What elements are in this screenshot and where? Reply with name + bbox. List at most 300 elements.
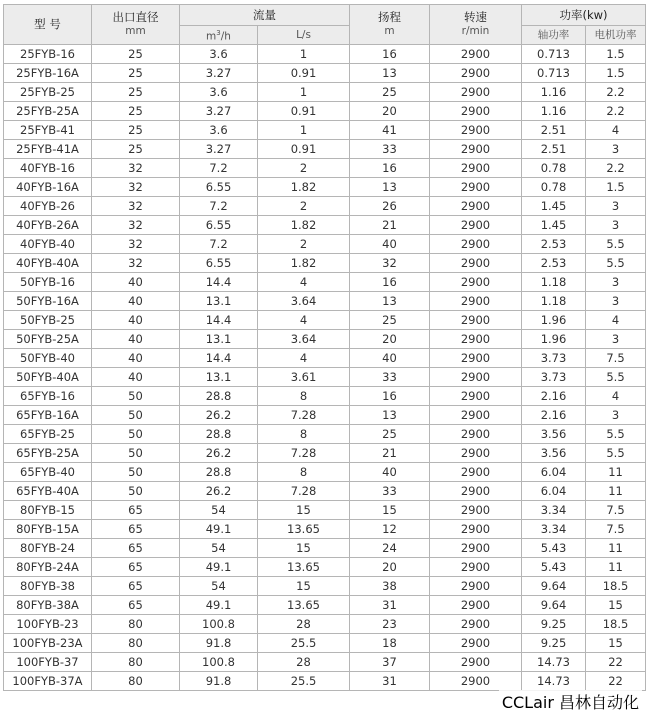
cell-shaft-power: 6.04 (522, 462, 586, 481)
cell-outlet-diameter: 50 (92, 443, 180, 462)
cell-head: 13 (350, 405, 430, 424)
cell-speed: 2900 (430, 234, 522, 253)
cell-model: 65FYB-16A (4, 405, 92, 424)
cell-head: 25 (350, 82, 430, 101)
cell-model: 25FYB-16 (4, 44, 92, 63)
cell-motor-power: 1.5 (586, 44, 646, 63)
cell-shaft-power: 1.16 (522, 82, 586, 101)
cell-outlet-diameter: 32 (92, 177, 180, 196)
header-motor-power: 电机功率 (586, 26, 646, 45)
cell-shaft-power: 1.96 (522, 329, 586, 348)
cell-head: 25 (350, 424, 430, 443)
cell-speed: 2900 (430, 215, 522, 234)
cell-head: 21 (350, 443, 430, 462)
cell-motor-power: 11 (586, 538, 646, 557)
cell-outlet-diameter: 25 (92, 120, 180, 139)
cell-motor-power: 5.5 (586, 424, 646, 443)
cell-flow-m3h: 14.4 (180, 272, 258, 291)
cell-flow-ls: 0.91 (258, 101, 350, 120)
table-row (4, 291, 646, 310)
cell-flow-m3h: 7.2 (180, 158, 258, 177)
cell-head: 33 (350, 139, 430, 158)
cell-flow-ls: 0.91 (258, 63, 350, 82)
cell-flow-m3h: 26.2 (180, 481, 258, 500)
cell-flow-ls: 1.82 (258, 253, 350, 272)
cell-speed: 2900 (430, 652, 522, 671)
cell-shaft-power: 1.45 (522, 196, 586, 215)
cell-shaft-power: 9.25 (522, 633, 586, 652)
cell-speed: 2900 (430, 310, 522, 329)
cell-model: 65FYB-40A (4, 481, 92, 500)
cell-flow-m3h: 6.55 (180, 253, 258, 272)
cell-flow-ls: 15 (258, 500, 350, 519)
cell-head: 18 (350, 633, 430, 652)
cell-flow-ls: 25.5 (258, 671, 350, 690)
cell-flow-m3h: 49.1 (180, 557, 258, 576)
cell-speed: 2900 (430, 576, 522, 595)
cell-speed: 2900 (430, 481, 522, 500)
cell-flow-m3h: 100.8 (180, 614, 258, 633)
cell-speed: 2900 (430, 177, 522, 196)
cell-model: 25FYB-41 (4, 120, 92, 139)
header-flow-m3h (180, 26, 258, 45)
cell-head: 13 (350, 291, 430, 310)
cell-flow-m3h: 14.4 (180, 348, 258, 367)
cell-flow-ls: 8 (258, 462, 350, 481)
header-speed-unit: r/min (461, 25, 490, 38)
flow-unit-m: m (206, 30, 217, 43)
cell-motor-power: 22 (586, 652, 646, 671)
cell-head: 32 (350, 253, 430, 272)
cell-shaft-power: 3.73 (522, 348, 586, 367)
cell-model: 25FYB-25 (4, 82, 92, 101)
cell-model: 80FYB-24A (4, 557, 92, 576)
table-row (4, 158, 646, 177)
table-row (4, 462, 646, 481)
cell-flow-ls: 1 (258, 44, 350, 63)
cell-speed: 2900 (430, 386, 522, 405)
cell-flow-ls: 1.82 (258, 177, 350, 196)
cell-outlet-diameter: 40 (92, 291, 180, 310)
table-row (4, 139, 646, 158)
cell-motor-power: 3 (586, 405, 646, 424)
cell-speed: 2900 (430, 101, 522, 120)
cell-flow-m3h: 3.6 (180, 44, 258, 63)
cell-shaft-power: 2.51 (522, 120, 586, 139)
cell-flow-ls: 2 (258, 234, 350, 253)
cell-shaft-power: 2.53 (522, 234, 586, 253)
cell-motor-power: 1.5 (586, 177, 646, 196)
cell-speed: 2900 (430, 633, 522, 652)
cell-head: 20 (350, 101, 430, 120)
cell-head: 16 (350, 386, 430, 405)
cell-shaft-power: 9.25 (522, 614, 586, 633)
cell-model: 80FYB-38 (4, 576, 92, 595)
cell-flow-m3h: 14.4 (180, 310, 258, 329)
cell-outlet-diameter: 50 (92, 424, 180, 443)
header-flow: 流量 (180, 5, 350, 26)
cell-speed: 2900 (430, 671, 522, 690)
cell-head: 33 (350, 481, 430, 500)
table-header (4, 5, 646, 45)
cell-shaft-power: 2.16 (522, 386, 586, 405)
cell-shaft-power: 3.34 (522, 500, 586, 519)
cell-outlet-diameter: 25 (92, 82, 180, 101)
cell-shaft-power: 1.18 (522, 291, 586, 310)
table-row (4, 557, 646, 576)
cell-speed: 2900 (430, 196, 522, 215)
cell-model: 50FYB-25 (4, 310, 92, 329)
cell-model: 65FYB-25 (4, 424, 92, 443)
header-head-unit: m (384, 25, 395, 38)
cell-motor-power: 11 (586, 481, 646, 500)
cell-flow-ls: 8 (258, 386, 350, 405)
cell-flow-ls: 3.64 (258, 329, 350, 348)
cell-model: 50FYB-25A (4, 329, 92, 348)
table-row (4, 500, 646, 519)
cell-flow-m3h: 91.8 (180, 633, 258, 652)
cell-motor-power: 18.5 (586, 614, 646, 633)
cell-outlet-diameter: 50 (92, 462, 180, 481)
cell-outlet-diameter: 25 (92, 101, 180, 120)
cell-motor-power: 3 (586, 215, 646, 234)
cell-head: 40 (350, 348, 430, 367)
cell-model: 40FYB-40A (4, 253, 92, 272)
cell-head: 31 (350, 595, 430, 614)
header-head-label: 扬程 (378, 10, 401, 25)
cell-model: 80FYB-24 (4, 538, 92, 557)
cell-speed: 2900 (430, 538, 522, 557)
cell-outlet-diameter: 65 (92, 576, 180, 595)
cell-motor-power: 4 (586, 386, 646, 405)
cell-shaft-power: 1.16 (522, 101, 586, 120)
cell-model: 65FYB-25A (4, 443, 92, 462)
table-row (4, 443, 646, 462)
cell-flow-m3h: 7.2 (180, 196, 258, 215)
cell-flow-m3h: 28.8 (180, 424, 258, 443)
header-outlet-diameter-unit: mm (125, 25, 146, 38)
cell-flow-ls: 3.64 (258, 291, 350, 310)
cell-outlet-diameter: 65 (92, 500, 180, 519)
cell-shaft-power: 5.43 (522, 538, 586, 557)
cell-outlet-diameter: 50 (92, 481, 180, 500)
cell-speed: 2900 (430, 253, 522, 272)
cell-flow-m3h: 3.27 (180, 139, 258, 158)
table-row (4, 329, 646, 348)
cell-flow-ls: 28 (258, 652, 350, 671)
flow-unit-h: /h (220, 30, 231, 43)
table-row (4, 424, 646, 443)
cell-flow-m3h: 54 (180, 576, 258, 595)
cell-motor-power: 11 (586, 557, 646, 576)
cell-flow-ls: 15 (258, 538, 350, 557)
cell-outlet-diameter: 65 (92, 595, 180, 614)
cell-speed: 2900 (430, 462, 522, 481)
cell-model: 50FYB-40A (4, 367, 92, 386)
table-row (4, 63, 646, 82)
watermark: CCLair 昌林自动化 (499, 690, 642, 713)
table-row (4, 405, 646, 424)
cell-model: 50FYB-40 (4, 348, 92, 367)
cell-flow-ls: 0.91 (258, 139, 350, 158)
cell-shaft-power: 9.64 (522, 595, 586, 614)
cell-outlet-diameter: 80 (92, 633, 180, 652)
cell-outlet-diameter: 65 (92, 557, 180, 576)
table-row (4, 386, 646, 405)
table-row (4, 595, 646, 614)
cell-shaft-power: 2.51 (522, 139, 586, 158)
cell-flow-m3h: 6.55 (180, 215, 258, 234)
cell-model: 50FYB-16 (4, 272, 92, 291)
table-row (4, 196, 646, 215)
cell-shaft-power: 2.16 (522, 405, 586, 424)
cell-flow-ls: 13.65 (258, 557, 350, 576)
header-speed (430, 5, 522, 45)
cell-flow-m3h: 28.8 (180, 462, 258, 481)
cell-motor-power: 3 (586, 272, 646, 291)
cell-motor-power: 3 (586, 139, 646, 158)
cell-speed: 2900 (430, 500, 522, 519)
cell-motor-power: 18.5 (586, 576, 646, 595)
cell-motor-power: 5.5 (586, 443, 646, 462)
cell-model: 40FYB-16A (4, 177, 92, 196)
header-model: 型 号 (4, 5, 92, 45)
cell-flow-m3h: 54 (180, 500, 258, 519)
cell-shaft-power: 0.78 (522, 158, 586, 177)
cell-model: 80FYB-15A (4, 519, 92, 538)
table-row (4, 44, 646, 63)
cell-model: 100FYB-23 (4, 614, 92, 633)
cell-model: 50FYB-16A (4, 291, 92, 310)
cell-motor-power: 11 (586, 462, 646, 481)
cell-outlet-diameter: 32 (92, 253, 180, 272)
cell-speed: 2900 (430, 557, 522, 576)
cell-outlet-diameter: 65 (92, 538, 180, 557)
cell-shaft-power: 3.34 (522, 519, 586, 538)
cell-head: 20 (350, 557, 430, 576)
cell-head: 37 (350, 652, 430, 671)
cell-shaft-power: 0.78 (522, 177, 586, 196)
cell-outlet-diameter: 40 (92, 272, 180, 291)
cell-head: 16 (350, 44, 430, 63)
cell-flow-ls: 3.61 (258, 367, 350, 386)
cell-motor-power: 2.2 (586, 158, 646, 177)
cell-outlet-diameter: 32 (92, 158, 180, 177)
cell-model: 80FYB-15 (4, 500, 92, 519)
cell-head: 24 (350, 538, 430, 557)
cell-outlet-diameter: 32 (92, 215, 180, 234)
cell-shaft-power: 5.43 (522, 557, 586, 576)
cell-flow-m3h: 3.27 (180, 101, 258, 120)
cell-model: 100FYB-37 (4, 652, 92, 671)
cell-speed: 2900 (430, 158, 522, 177)
cell-outlet-diameter: 32 (92, 234, 180, 253)
cell-model: 40FYB-26 (4, 196, 92, 215)
cell-flow-ls: 1.82 (258, 215, 350, 234)
table-row (4, 234, 646, 253)
cell-model: 25FYB-16A (4, 63, 92, 82)
table-row (4, 272, 646, 291)
cell-outlet-diameter: 25 (92, 63, 180, 82)
cell-speed: 2900 (430, 63, 522, 82)
cell-flow-ls: 13.65 (258, 595, 350, 614)
cell-flow-m3h: 13.1 (180, 329, 258, 348)
cell-flow-ls: 4 (258, 348, 350, 367)
cell-flow-m3h: 49.1 (180, 595, 258, 614)
cell-flow-ls: 8 (258, 424, 350, 443)
cell-outlet-diameter: 40 (92, 310, 180, 329)
table-row (4, 576, 646, 595)
cell-flow-m3h: 3.6 (180, 120, 258, 139)
cell-motor-power: 2.2 (586, 101, 646, 120)
table-body (4, 44, 646, 690)
cell-head: 20 (350, 329, 430, 348)
table-row (4, 310, 646, 329)
cell-head: 31 (350, 671, 430, 690)
cell-model: 40FYB-40 (4, 234, 92, 253)
cell-speed: 2900 (430, 405, 522, 424)
cell-motor-power: 15 (586, 595, 646, 614)
cell-outlet-diameter: 32 (92, 196, 180, 215)
cell-motor-power: 5.5 (586, 367, 646, 386)
cell-outlet-diameter: 80 (92, 671, 180, 690)
cell-head: 16 (350, 158, 430, 177)
header-outlet-diameter-label: 出口直径 (112, 10, 159, 25)
cell-flow-m3h: 49.1 (180, 519, 258, 538)
cell-model: 25FYB-25A (4, 101, 92, 120)
cell-head: 26 (350, 196, 430, 215)
cell-flow-m3h: 26.2 (180, 405, 258, 424)
cell-model: 25FYB-41A (4, 139, 92, 158)
cell-motor-power: 3 (586, 329, 646, 348)
cell-motor-power: 22 (586, 671, 646, 690)
cell-outlet-diameter: 40 (92, 348, 180, 367)
cell-model: 80FYB-38A (4, 595, 92, 614)
table-row (4, 215, 646, 234)
cell-flow-ls: 2 (258, 158, 350, 177)
header-outlet-diameter (92, 5, 180, 45)
cell-head: 16 (350, 272, 430, 291)
cell-flow-ls: 7.28 (258, 405, 350, 424)
cell-flow-ls: 1 (258, 120, 350, 139)
cell-outlet-diameter: 50 (92, 386, 180, 405)
table-row (4, 120, 646, 139)
cell-shaft-power: 1.18 (522, 272, 586, 291)
cell-flow-m3h: 6.55 (180, 177, 258, 196)
cell-speed: 2900 (430, 519, 522, 538)
cell-shaft-power: 0.713 (522, 44, 586, 63)
cell-flow-m3h: 28.8 (180, 386, 258, 405)
cell-flow-ls: 28 (258, 614, 350, 633)
cell-motor-power: 1.5 (586, 63, 646, 82)
table-row (4, 671, 646, 690)
cell-flow-m3h: 13.1 (180, 291, 258, 310)
cell-shaft-power: 3.56 (522, 424, 586, 443)
flow-unit-sup: 3 (216, 29, 221, 37)
cell-shaft-power: 6.04 (522, 481, 586, 500)
cell-flow-ls: 25.5 (258, 633, 350, 652)
cell-speed: 2900 (430, 329, 522, 348)
table-row (4, 101, 646, 120)
cell-motor-power: 4 (586, 120, 646, 139)
cell-outlet-diameter: 40 (92, 329, 180, 348)
cell-head: 25 (350, 310, 430, 329)
cell-speed: 2900 (430, 443, 522, 462)
cell-speed: 2900 (430, 348, 522, 367)
cell-motor-power: 7.5 (586, 500, 646, 519)
cell-head: 13 (350, 177, 430, 196)
cell-motor-power: 3 (586, 196, 646, 215)
table-row (4, 253, 646, 272)
cell-shaft-power: 2.53 (522, 253, 586, 272)
cell-flow-ls: 15 (258, 576, 350, 595)
cell-motor-power: 2.2 (586, 82, 646, 101)
cell-motor-power: 5.5 (586, 234, 646, 253)
cell-head: 40 (350, 234, 430, 253)
cell-flow-m3h: 3.6 (180, 82, 258, 101)
cell-head: 15 (350, 500, 430, 519)
cell-speed: 2900 (430, 291, 522, 310)
table-row (4, 538, 646, 557)
cell-model: 100FYB-37A (4, 671, 92, 690)
cell-shaft-power: 3.56 (522, 443, 586, 462)
cell-motor-power: 5.5 (586, 253, 646, 272)
cell-model: 65FYB-40 (4, 462, 92, 481)
cell-outlet-diameter: 40 (92, 367, 180, 386)
table-row (4, 177, 646, 196)
cell-speed: 2900 (430, 139, 522, 158)
table-row (4, 367, 646, 386)
cell-flow-ls: 7.28 (258, 443, 350, 462)
cell-head: 40 (350, 462, 430, 481)
cell-speed: 2900 (430, 614, 522, 633)
cell-outlet-diameter: 80 (92, 614, 180, 633)
cell-shaft-power: 0.713 (522, 63, 586, 82)
cell-model: 40FYB-26A (4, 215, 92, 234)
cell-outlet-diameter: 25 (92, 139, 180, 158)
cell-head: 12 (350, 519, 430, 538)
table-row (4, 633, 646, 652)
cell-outlet-diameter: 65 (92, 519, 180, 538)
cell-flow-m3h: 91.8 (180, 671, 258, 690)
table-row (4, 652, 646, 671)
cell-motor-power: 7.5 (586, 348, 646, 367)
cell-motor-power: 7.5 (586, 519, 646, 538)
table-row (4, 519, 646, 538)
header-speed-label: 转速 (464, 10, 487, 25)
cell-motor-power: 15 (586, 633, 646, 652)
cell-flow-m3h: 13.1 (180, 367, 258, 386)
cell-flow-ls: 13.65 (258, 519, 350, 538)
cell-flow-ls: 4 (258, 272, 350, 291)
cell-speed: 2900 (430, 424, 522, 443)
cell-head: 38 (350, 576, 430, 595)
cell-flow-ls: 1 (258, 82, 350, 101)
cell-head: 33 (350, 367, 430, 386)
cell-head: 23 (350, 614, 430, 633)
cell-motor-power: 4 (586, 310, 646, 329)
cell-motor-power: 3 (586, 291, 646, 310)
cell-flow-m3h: 100.8 (180, 652, 258, 671)
table-row (4, 348, 646, 367)
cell-speed: 2900 (430, 120, 522, 139)
cell-shaft-power: 3.73 (522, 367, 586, 386)
cell-shaft-power: 9.64 (522, 576, 586, 595)
cell-speed: 2900 (430, 82, 522, 101)
header-shaft-power: 轴功率 (522, 26, 586, 45)
cell-speed: 2900 (430, 595, 522, 614)
cell-head: 41 (350, 120, 430, 139)
